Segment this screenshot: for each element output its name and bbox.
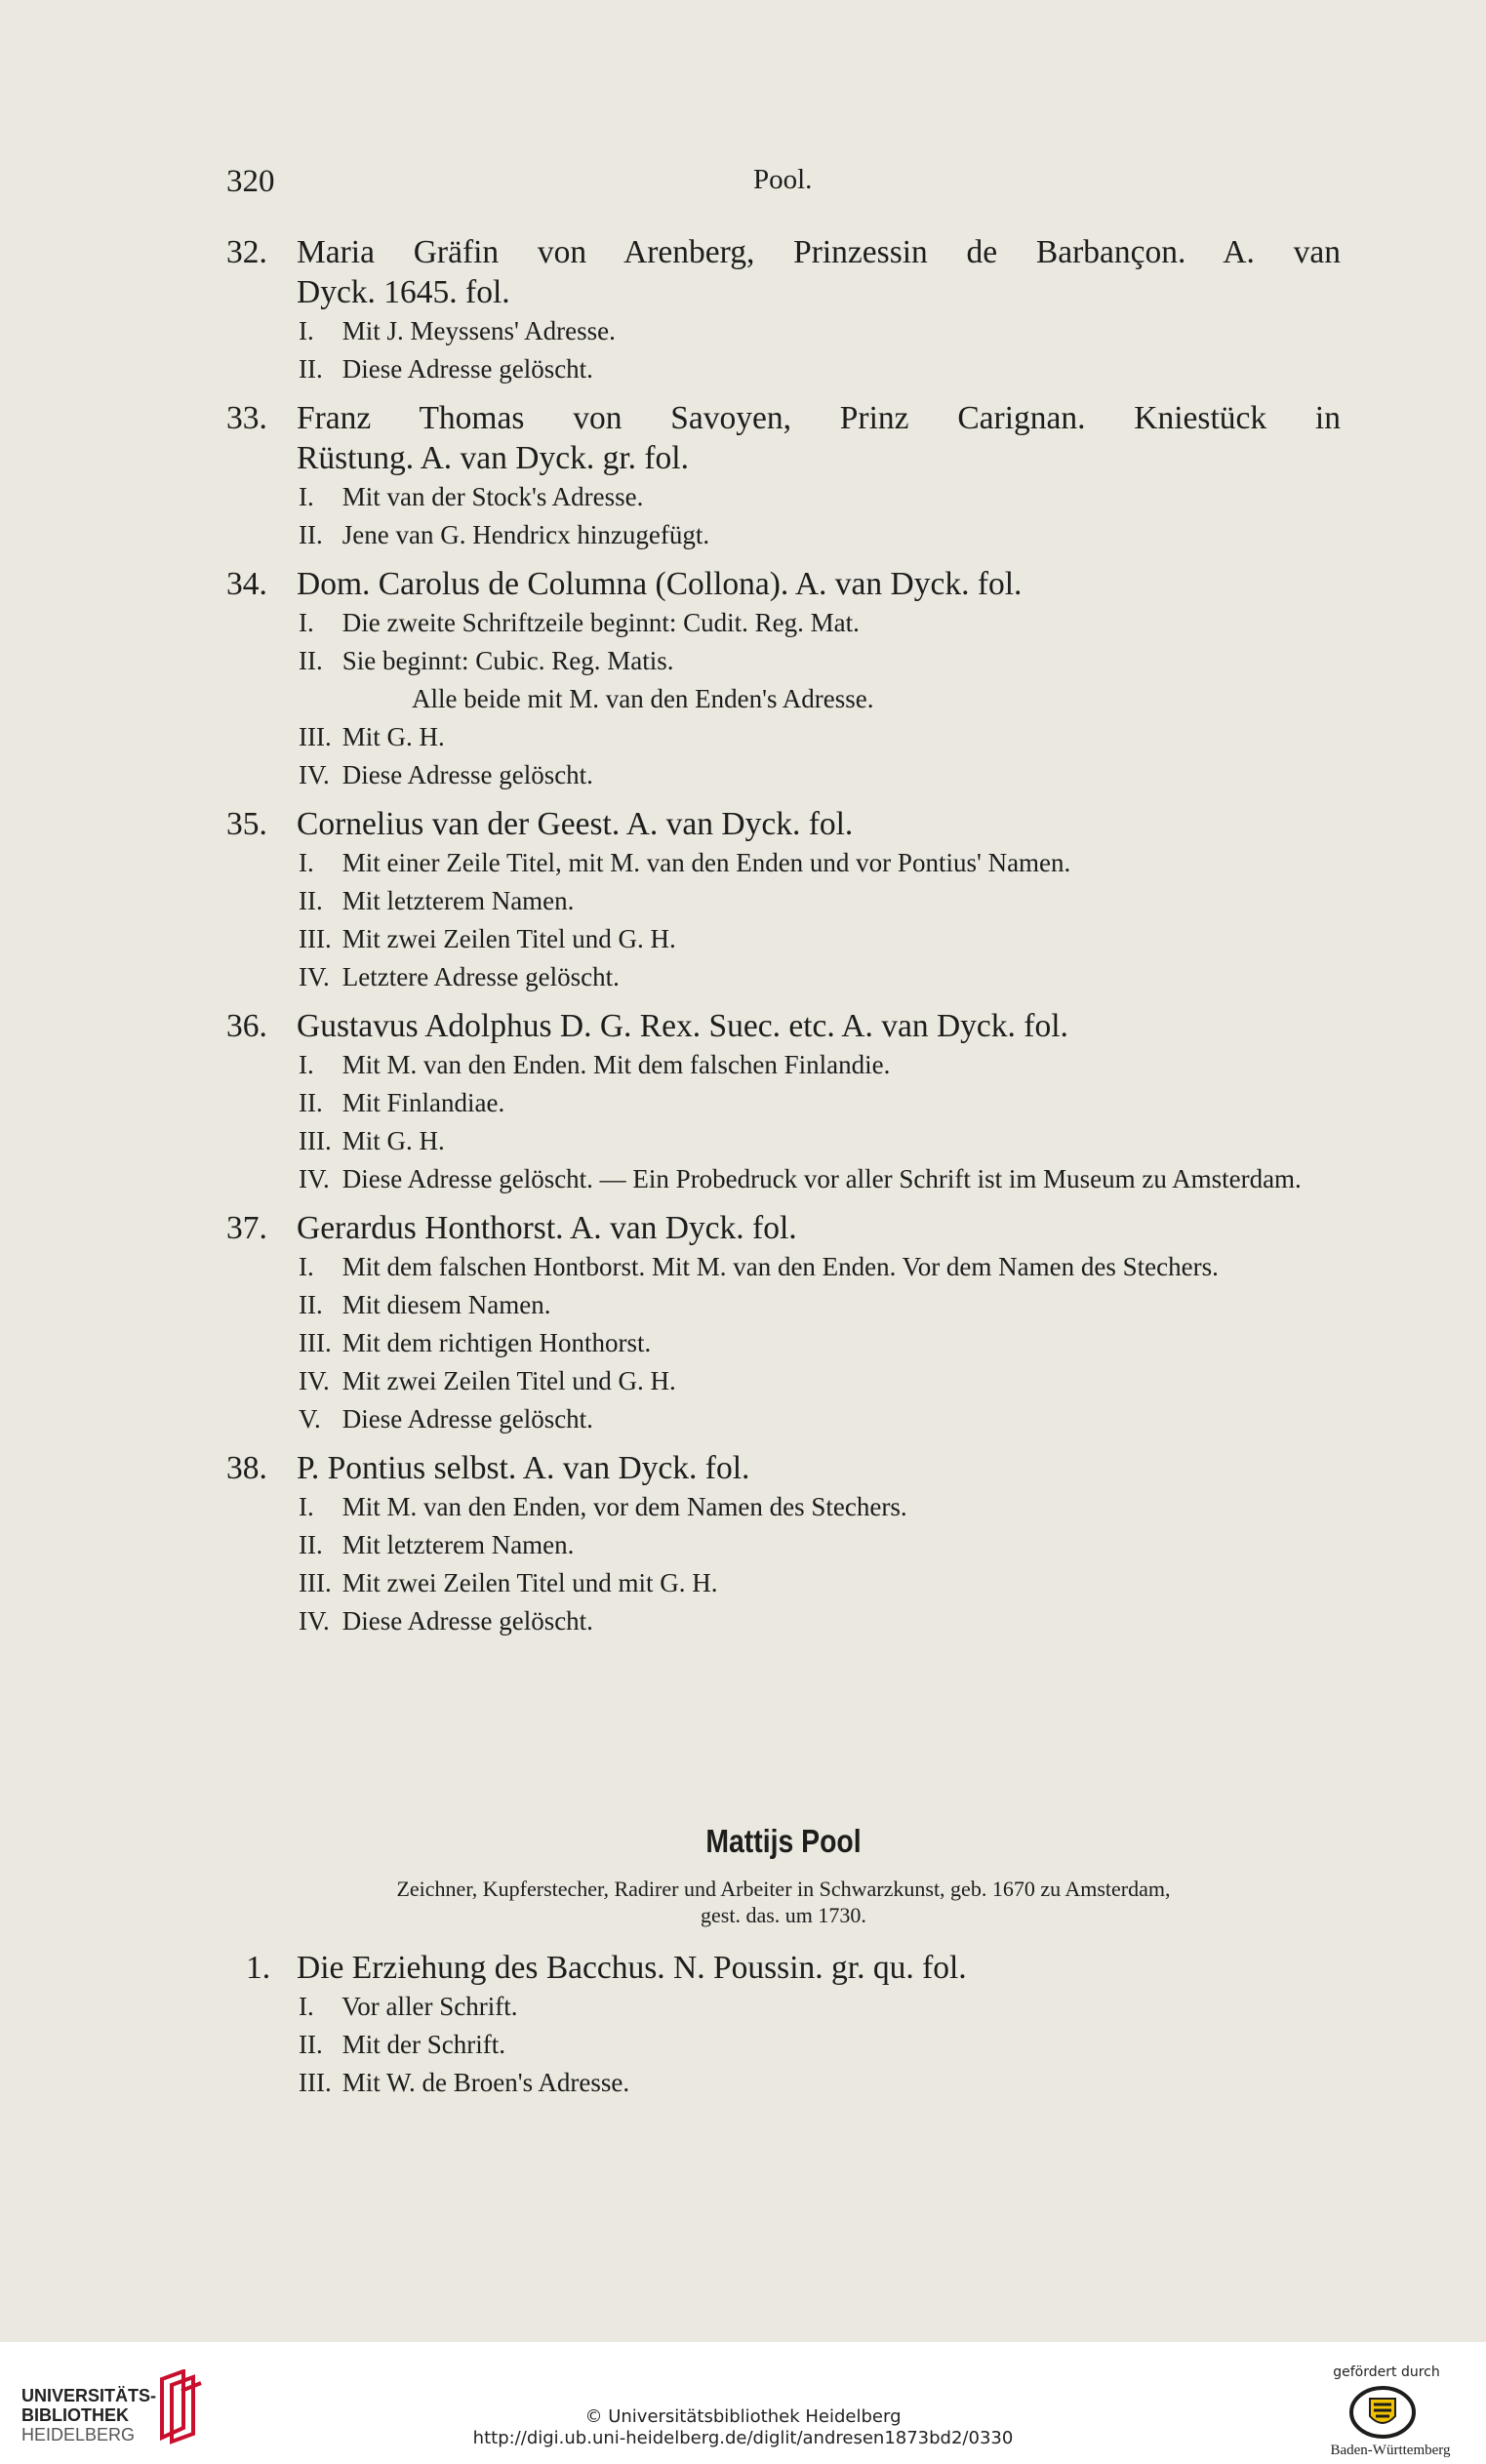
state-line — [226, 1286, 1341, 1324]
state-text: Mit van der Stock's Adresse. — [341, 482, 644, 511]
state-line — [226, 844, 1341, 882]
entry-title — [226, 1006, 1341, 1046]
catalogue-entries — [226, 232, 1341, 1650]
state-number: III. — [299, 1328, 332, 1357]
state-text: Diese Adresse gelöscht. — [341, 760, 593, 789]
section-subtitle-line: gest. das. um 1730. — [701, 1903, 866, 1927]
entry-number: 38. — [226, 1450, 267, 1486]
copyright-notice — [0, 2406, 1486, 2449]
state-number: IV. — [299, 760, 330, 789]
state-number: IV. — [299, 1366, 330, 1395]
state-line — [226, 642, 1341, 680]
copyright-text: © Universitätsbibliothek Heidelberg — [584, 2406, 902, 2427]
state-line — [226, 1122, 1341, 1160]
state-number: III. — [299, 924, 332, 953]
entry-title — [226, 398, 1341, 438]
state-number: IV. — [299, 962, 330, 991]
catalogue-entry — [226, 804, 1341, 996]
state-line — [226, 718, 1341, 756]
library-name-line: HEIDELBERG — [21, 2425, 136, 2444]
state-text: Sie beginnt: Cubic. Reg. Matis. — [341, 646, 674, 675]
state-text: Diese Adresse gelöscht. — [341, 354, 593, 384]
state-line — [226, 756, 1341, 794]
library-name-line: BIBLIOTHEK — [21, 2405, 129, 2425]
state-text: Mit Finlandiae. — [341, 1088, 505, 1117]
state-note — [226, 680, 1341, 718]
entry-title-cont: Dyck. 1645. fol. — [297, 274, 510, 310]
entry-number: 32. — [226, 234, 267, 270]
entry-title-continued — [226, 438, 1341, 478]
state-number: I. — [299, 316, 314, 345]
catalogue-entry — [246, 1948, 1341, 2102]
catalogue-entry — [226, 232, 1341, 388]
state-line — [226, 1362, 1341, 1400]
permalink-url[interactable]: http://digi.ub.uni-heidelberg.de/diglit/andresen1873bd2/0330 — [472, 2428, 1014, 2448]
state-number: II. — [299, 1088, 323, 1117]
section-entries — [246, 1948, 1341, 2112]
state-number: I. — [299, 608, 314, 637]
entry-title-text: Franz Thomas von Savoyen, Prinz Carignan. Kniestück in — [297, 400, 1341, 436]
state-line — [226, 312, 1341, 350]
sponsor-name: Baden-Württemberg — [1330, 2443, 1451, 2458]
state-text: Die zweite Schriftzeile beginnt: Cudit. Reg. Mat. — [341, 608, 860, 637]
page-number: 320 — [226, 164, 275, 199]
state-text: Mit zwei Zeilen Titel und mit G. H. — [341, 1568, 718, 1597]
state-line — [226, 1488, 1341, 1526]
coat-of-arms-icon[interactable] — [1348, 2385, 1417, 2440]
state-text: Diese Adresse gelöscht. — Ein Probedruck vor aller Schrift ist im Museum zu Amsterdam. — [341, 1164, 1302, 1193]
state-number: II. — [299, 520, 323, 549]
state-number: I. — [299, 1492, 314, 1521]
state-number: II. — [299, 354, 323, 384]
state-text: Mit G. H. — [341, 722, 445, 751]
entry-number: 36. — [226, 1008, 267, 1044]
sponsor-label: gefördert durch — [1333, 2364, 1440, 2380]
state-line — [226, 350, 1341, 388]
state-text: Alle beide mit M. van den Enden's Adresse. — [412, 684, 874, 713]
entry-title-cont: Rüstung. A. van Dyck. gr. fol. — [297, 440, 689, 476]
state-line — [246, 2026, 1341, 2064]
entry-title-text: Cornelius van der Geest. A. van Dyck. fol. — [297, 806, 854, 842]
state-line — [246, 2064, 1341, 2102]
state-number: II. — [299, 1530, 323, 1559]
entry-number: 35. — [226, 806, 267, 842]
state-number: I. — [299, 482, 314, 511]
state-line — [226, 1526, 1341, 1564]
state-number: II. — [299, 646, 323, 675]
state-number: II. — [299, 1290, 323, 1319]
entry-title — [226, 1208, 1341, 1248]
state-text: Mit diesem Namen. — [341, 1290, 551, 1319]
state-number: II. — [299, 886, 323, 915]
entry-title-text: Maria Gräfin von Arenberg, Prinzessin de Barbançon. A. van — [297, 234, 1341, 270]
state-text: Mit der Schrift. — [341, 2030, 505, 2059]
state-text: Mit zwei Zeilen Titel und G. H. — [341, 924, 676, 953]
state-line — [226, 882, 1341, 920]
state-line — [226, 516, 1341, 554]
catalogue-entry — [226, 1006, 1341, 1198]
state-text: Diese Adresse gelöscht. — [341, 1404, 593, 1434]
state-line — [226, 958, 1341, 996]
state-text: Mit G. H. — [341, 1126, 445, 1155]
state-text: Diese Adresse gelöscht. — [341, 1606, 593, 1636]
library-name-line: UNIVERSITÄTS- — [21, 2386, 157, 2405]
state-number: III. — [299, 1568, 332, 1597]
state-line — [226, 1400, 1341, 1438]
state-line — [226, 1248, 1341, 1286]
state-number: II. — [299, 2030, 323, 2059]
state-text: Mit dem falschen Hontborst. Mit M. van den Enden. Vor dem Namen des Stechers. — [341, 1252, 1219, 1281]
state-number: IV. — [299, 1164, 330, 1193]
state-text: Vor aller Schrift. — [341, 1992, 518, 2021]
catalogue-entry — [226, 1208, 1341, 1438]
state-text: Mit J. Meyssens' Adresse. — [341, 316, 616, 345]
section-heading: Mattijs Pool — [705, 1823, 862, 1859]
state-text: Letztere Adresse gelöscht. — [341, 962, 620, 991]
state-text: Mit M. van den Enden, vor dem Namen des Stechers. — [341, 1492, 907, 1521]
entry-title — [226, 232, 1341, 272]
entry-title — [226, 564, 1341, 604]
state-line — [226, 1602, 1341, 1640]
state-number: I. — [299, 1992, 314, 2021]
state-text: Mit letzterem Namen. — [341, 1530, 575, 1559]
catalogue-entry — [226, 1448, 1341, 1640]
state-line — [226, 920, 1341, 958]
state-line — [226, 1084, 1341, 1122]
entry-title-text: Gustavus Adolphus D. G. Rex. Suec. etc. A. van Dyck. fol. — [297, 1008, 1068, 1044]
page-header — [226, 164, 1348, 207]
state-number: I. — [299, 848, 314, 877]
state-number: III. — [299, 1126, 332, 1155]
state-line — [226, 1324, 1341, 1362]
state-text: Mit M. van den Enden. Mit dem falschen Finlandie. — [341, 1050, 891, 1079]
entry-number: 34. — [226, 566, 267, 602]
entry-title — [226, 804, 1341, 844]
section-subtitle-line: Zeichner, Kupferstecher, Radirer und Arbeiter in Schwarzkunst, geb. 1670 zu Amsterdam, — [396, 1877, 1171, 1901]
state-text: Jene van G. Hendricx hinzugefügt. — [341, 520, 710, 549]
entry-number: 1. — [246, 1950, 271, 1986]
state-line — [226, 1160, 1341, 1198]
state-line — [226, 478, 1341, 516]
entry-title — [246, 1948, 1341, 1988]
state-text: Mit zwei Zeilen Titel und G. H. — [341, 1366, 676, 1395]
state-number: IV. — [299, 1606, 330, 1636]
entry-title-continued — [226, 272, 1341, 312]
entry-title-text: Gerardus Honthorst. A. van Dyck. fol. — [297, 1210, 797, 1246]
state-text: Mit W. de Broen's Adresse. — [341, 2068, 630, 2097]
state-number: I. — [299, 1050, 314, 1079]
state-text: Mit letzterem Namen. — [341, 886, 575, 915]
entry-number: 37. — [226, 1210, 267, 1246]
entry-title-text: Dom. Carolus de Columna (Collona). A. van Dyck. fol. — [297, 566, 1023, 602]
state-number: I. — [299, 1252, 314, 1281]
state-line — [226, 1564, 1341, 1602]
running-title: Pool. — [753, 164, 813, 195]
catalogue-entry — [226, 398, 1341, 554]
catalogue-entry — [226, 564, 1341, 794]
entry-title-text: Die Erziehung des Bacchus. N. Poussin. gr. qu. fol. — [297, 1950, 967, 1986]
entry-title-text: P. Pontius selbst. A. van Dyck. fol. — [297, 1450, 750, 1486]
state-number: III. — [299, 2068, 332, 2097]
state-line — [246, 1988, 1341, 2026]
section-subtitle — [226, 1876, 1341, 1928]
entry-number: 33. — [226, 400, 267, 436]
state-number: III. — [299, 722, 332, 751]
entry-title — [226, 1448, 1341, 1488]
state-text: Mit einer Zeile Titel, mit M. van den Enden und vor Pontius' Namen. — [341, 848, 1071, 877]
state-line — [226, 604, 1341, 642]
state-line — [226, 1046, 1341, 1084]
state-number: V. — [299, 1404, 321, 1434]
state-text: Mit dem richtigen Honthorst. — [341, 1328, 652, 1357]
